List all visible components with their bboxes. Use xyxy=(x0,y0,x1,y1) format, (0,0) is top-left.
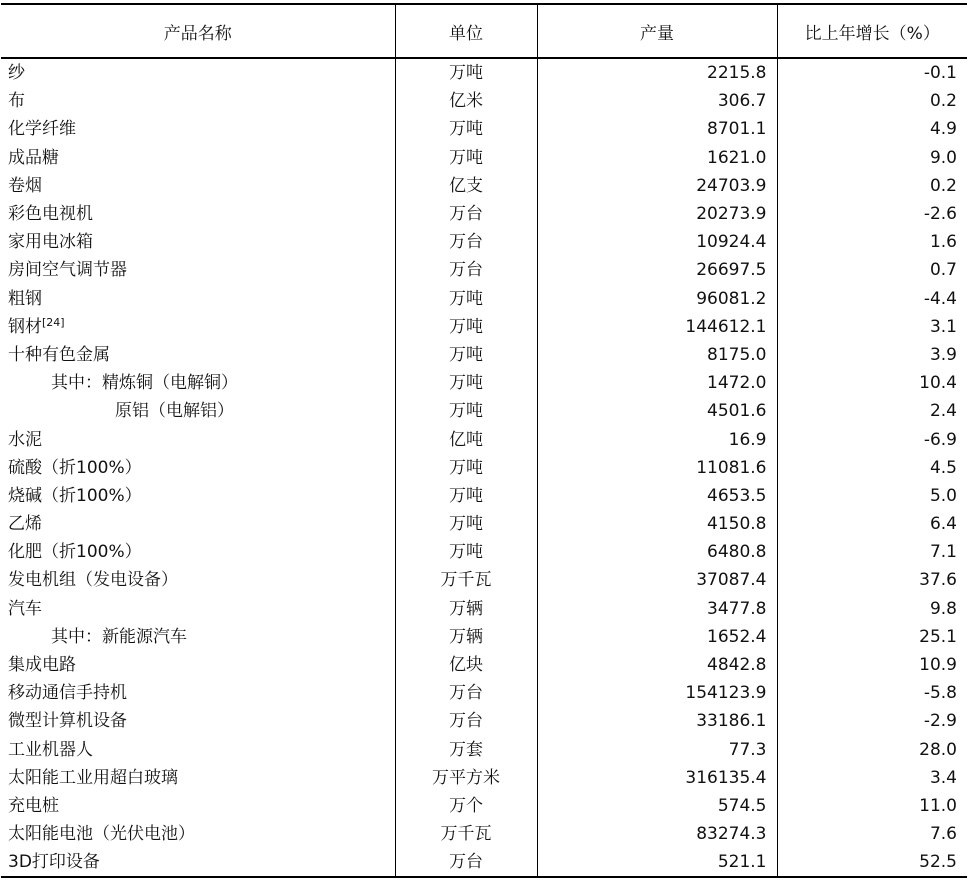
unit-cell: 万辆 xyxy=(395,623,537,651)
table-row xyxy=(1,482,967,510)
unit-cell: 万吨 xyxy=(395,454,537,482)
output-cell: 4150.8 xyxy=(537,510,777,538)
unit-cell: 万吨 xyxy=(395,341,537,369)
growth-cell: 25.1 xyxy=(777,623,967,651)
table-row xyxy=(1,58,967,87)
table-row xyxy=(1,651,967,679)
growth-cell: -5.8 xyxy=(777,679,967,707)
table-body xyxy=(1,58,967,877)
growth-cell: 7.1 xyxy=(777,538,967,566)
output-cell: 11081.6 xyxy=(537,454,777,482)
product-name: 纱 xyxy=(8,63,25,84)
output-cell: 144612.1 xyxy=(537,313,777,341)
growth-cell: 2.4 xyxy=(777,397,967,425)
growth-cell: 7.6 xyxy=(777,820,967,848)
unit-cell: 万吨 xyxy=(395,285,537,313)
table-row xyxy=(1,87,967,115)
table-row xyxy=(1,454,967,482)
growth-cell: 9.8 xyxy=(777,595,967,623)
unit-cell: 万千瓦 xyxy=(395,566,537,594)
product-name: 微型计算机设备 xyxy=(8,711,127,732)
unit-cell: 万个 xyxy=(395,792,537,820)
product-name: 其中：新能源汽车 xyxy=(51,626,187,647)
output-cell: 316135.4 xyxy=(537,764,777,792)
header-growth: 比上年增长（%） xyxy=(777,4,967,58)
growth-cell: 11.0 xyxy=(777,792,967,820)
output-cell: 26697.5 xyxy=(537,256,777,284)
output-cell: 16.9 xyxy=(537,425,777,453)
unit-cell: 万台 xyxy=(395,256,537,284)
table-row xyxy=(1,736,967,764)
table-header xyxy=(1,4,967,58)
unit-cell: 万吨 xyxy=(395,144,537,172)
product-name: 工业机器人 xyxy=(8,739,93,760)
unit-cell: 万吨 xyxy=(395,313,537,341)
table-row xyxy=(1,144,967,172)
unit-cell: 亿支 xyxy=(395,172,537,200)
growth-cell: -2.6 xyxy=(777,200,967,228)
output-cell: 96081.2 xyxy=(537,285,777,313)
table-row xyxy=(1,341,967,369)
unit-cell: 万吨 xyxy=(395,397,537,425)
output-cell: 4842.8 xyxy=(537,651,777,679)
output-cell: 8175.0 xyxy=(537,341,777,369)
product-name: 卷烟 xyxy=(8,175,42,196)
product-name: 3D打印设备 xyxy=(1,848,395,877)
header-output: 产量 xyxy=(537,4,777,58)
product-output-table xyxy=(1,3,967,878)
output-cell: 4653.5 xyxy=(537,482,777,510)
table-row xyxy=(1,707,967,735)
unit-cell: 亿块 xyxy=(395,651,537,679)
unit-cell: 万台 xyxy=(395,228,537,256)
table-row xyxy=(1,538,967,566)
output-cell: 3477.8 xyxy=(537,595,777,623)
output-cell: 33186.1 xyxy=(537,707,777,735)
product-name: 集成电路 xyxy=(8,655,76,676)
unit-cell: 万吨 xyxy=(395,510,537,538)
growth-cell: -2.9 xyxy=(777,707,967,735)
output-cell: 574.5 xyxy=(537,792,777,820)
output-cell: 521.1 xyxy=(537,848,777,877)
output-cell: 1472.0 xyxy=(537,369,777,397)
table-row xyxy=(1,172,967,200)
footnote-ref[interactable]: [24] xyxy=(42,315,65,329)
unit-cell: 万吨 xyxy=(395,538,537,566)
table-row xyxy=(1,820,967,848)
unit-cell: 万台 xyxy=(395,848,537,877)
output-cell: 2215.8 xyxy=(537,58,777,87)
growth-cell: 37.6 xyxy=(777,566,967,594)
unit-cell: 亿吨 xyxy=(395,425,537,453)
header-unit: 单位 xyxy=(395,4,537,58)
unit-cell: 万套 xyxy=(395,736,537,764)
product-name: 房间空气调节器 xyxy=(8,260,127,281)
product-name: 水泥 xyxy=(8,429,42,450)
output-cell: 24703.9 xyxy=(537,172,777,200)
product-name: 化学纤维 xyxy=(8,119,76,140)
output-cell: 154123.9 xyxy=(537,679,777,707)
growth-cell: -6.9 xyxy=(777,425,967,453)
unit-cell: 万吨 xyxy=(395,369,537,397)
growth-cell: -0.1 xyxy=(777,58,967,87)
table-row xyxy=(1,256,967,284)
output-cell: 1621.0 xyxy=(537,144,777,172)
output-cell: 77.3 xyxy=(537,736,777,764)
product-name: 硫酸（折100%） xyxy=(8,457,142,478)
unit-cell: 万辆 xyxy=(395,595,537,623)
table-row xyxy=(1,228,967,256)
product-name: 化肥（折100%） xyxy=(8,542,142,563)
unit-cell: 万千瓦 xyxy=(395,820,537,848)
table-row xyxy=(1,623,967,651)
growth-cell: 4.9 xyxy=(777,115,967,143)
table-row xyxy=(1,679,967,707)
output-cell: 306.7 xyxy=(537,87,777,115)
growth-cell: 3.9 xyxy=(777,341,967,369)
growth-cell: 5.0 xyxy=(777,482,967,510)
table-row xyxy=(1,285,967,313)
product-name: 太阳能工业用超白玻璃 xyxy=(8,767,178,788)
output-cell: 10924.4 xyxy=(537,228,777,256)
growth-cell: 4.5 xyxy=(777,454,967,482)
growth-cell: 3.1 xyxy=(777,313,967,341)
product-name: 布 xyxy=(8,91,25,112)
output-cell: 8701.1 xyxy=(537,115,777,143)
table-row xyxy=(1,200,967,228)
growth-cell: 28.0 xyxy=(777,736,967,764)
table-row xyxy=(1,566,967,594)
growth-cell: 0.7 xyxy=(777,256,967,284)
growth-cell: 9.0 xyxy=(777,144,967,172)
growth-cell: 10.9 xyxy=(777,651,967,679)
unit-cell: 万台 xyxy=(395,679,537,707)
unit-cell: 万吨 xyxy=(395,482,537,510)
growth-cell: 0.2 xyxy=(777,172,967,200)
header-product-name: 产品名称 xyxy=(1,4,395,58)
product-name-with-note xyxy=(1,313,395,341)
output-cell: 1652.4 xyxy=(537,623,777,651)
product-name: 其中：精炼铜（电解铜） xyxy=(51,373,238,394)
product-name: 烧碱（折100%） xyxy=(8,485,142,506)
product-name: 粗钢 xyxy=(8,288,42,309)
unit-cell: 亿米 xyxy=(395,87,537,115)
output-cell: 20273.9 xyxy=(537,200,777,228)
growth-cell: 6.4 xyxy=(777,510,967,538)
table-row xyxy=(1,115,967,143)
product-name: 家用电冰箱 xyxy=(8,232,93,253)
product-name: 原铝（电解铝） xyxy=(115,401,234,422)
product-name: 乙烯 xyxy=(8,514,42,535)
output-cell: 83274.3 xyxy=(537,820,777,848)
product-name: 十种有色金属 xyxy=(8,344,110,365)
product-name: 太阳能电池（光伏电池） xyxy=(8,824,195,845)
product-name: 移动通信手持机 xyxy=(8,683,127,704)
product-name: 彩色电视机 xyxy=(8,204,93,225)
growth-cell: 52.5 xyxy=(777,848,967,877)
product-name: 发电机组（发电设备） xyxy=(8,570,178,591)
table-row xyxy=(1,792,967,820)
table-row xyxy=(1,397,967,425)
growth-cell: 10.4 xyxy=(777,369,967,397)
growth-cell: 1.6 xyxy=(777,228,967,256)
unit-cell: 万吨 xyxy=(395,115,537,143)
table-row xyxy=(1,595,967,623)
table-row xyxy=(1,764,967,792)
table-row xyxy=(1,510,967,538)
product-name: 钢材 xyxy=(8,316,42,337)
table-row xyxy=(1,369,967,397)
output-cell: 6480.8 xyxy=(537,538,777,566)
table-row xyxy=(1,425,967,453)
product-name: 汽车 xyxy=(8,598,42,619)
product-name: 充电桩 xyxy=(8,795,59,816)
output-cell: 37087.4 xyxy=(537,566,777,594)
unit-cell: 万平方米 xyxy=(395,764,537,792)
table-row xyxy=(1,848,967,877)
growth-cell: 3.4 xyxy=(777,764,967,792)
table-row xyxy=(1,313,967,341)
product-name: 成品糖 xyxy=(8,147,59,168)
unit-cell: 万台 xyxy=(395,707,537,735)
growth-cell: -4.4 xyxy=(777,285,967,313)
growth-cell: 0.2 xyxy=(777,87,967,115)
unit-cell: 万吨 xyxy=(395,58,537,87)
unit-cell: 万台 xyxy=(395,200,537,228)
output-cell: 4501.6 xyxy=(537,397,777,425)
